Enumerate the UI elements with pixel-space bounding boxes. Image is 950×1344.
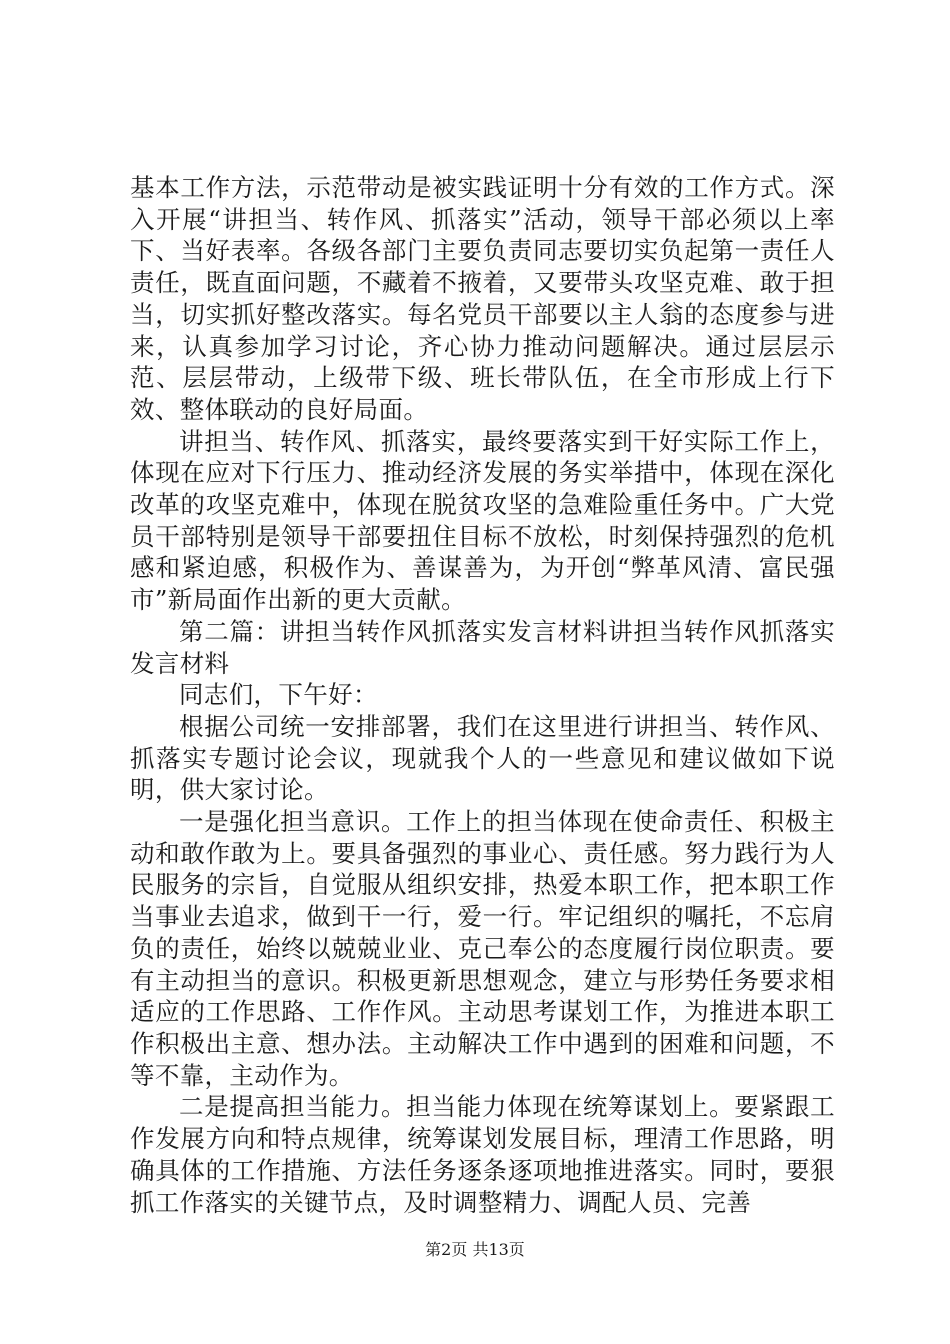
paragraph-point-2: 二是提高担当能力。担当能力体现在统筹谋划上。要紧跟工作发展方向和特点规律，统筹谋划发展目标，理清工作思路，明确具体的工作措施、方法任务逐条逐项地推进落实。同时，要狠抓工作落实的关键节点，及时调整精力、调配人员、完善 — [130, 1092, 835, 1217]
section-heading: 第二篇：讲担当转作风抓落实发言材料讲担当转作风抓落实发言材料 — [130, 616, 835, 678]
greeting: 同志们，下午好： — [179, 680, 378, 710]
paragraph-2: 讲担当、转作风、抓落实，最终要落实到干好实际工作上，体现在应对下行压力、推动经济发展的务实举措中，体现在深化改革的攻坚克难中，体现在脱贫攻坚的急难险重任务中。广大党员干部特别是领导干部要扭住目标不放松，时刻保持强烈的危机感和紧迫感，积极作为、善谋善为，为开创“弊革风清、富民强市”新局面作出新的更大贡献。 — [130, 426, 835, 615]
paragraph-point-1: 一是强化担当意识。工作上的担当体现在使命责任、积极主动和敢作敢为上。要具备强烈的事业心、责任感。努力践行为人民服务的宗旨，自觉服从组织安排，热爱本职工作，把本职工作当事业去追求，做到干一行，爱一行。牢记组织的嘱托，不忘肩负的责任，始终以兢兢业业、克己奉公的态度履行岗位职责。要有主动担当的意识。积极更新思想观念，建立与形势任务要求相适应的工作思路、工作作风。主动思考谋划工作，为推进本职工作积极出主意、想办法。主动解决工作中遇到的困难和问题，不等不靠，主动作为。 — [130, 807, 835, 1090]
paragraph-intro: 根据公司统一安排部署，我们在这里进行讲担当、转作风、抓落实专题讨论会议，现就我个人的一些意见和建议做如下说明，供大家讨论。 — [130, 711, 835, 805]
document-body — [130, 172, 835, 1218]
paragraph-1: 基本工作方法，示范带动是被实践证明十分有效的工作方式。深入开展“讲担当、转作风、抓落实”活动，领导干部必须以上率下、当好表率。各级各部门主要负责同志要切实负起第一责任人责任，既直面问题，不藏着不掖着，又要带头攻坚克难、敢于担当，切实抓好整改落实。每名党员干部要以主人翁的态度参与进来，认真参加学习讨论，齐心协力推动问题解决。通过层层示范、层层带动，上级带下级、班长带队伍，在全市形成上行下效、整体联动的良好局面。 — [130, 173, 835, 424]
page-number-footer: 第2页 共13页 — [425, 1240, 525, 1259]
